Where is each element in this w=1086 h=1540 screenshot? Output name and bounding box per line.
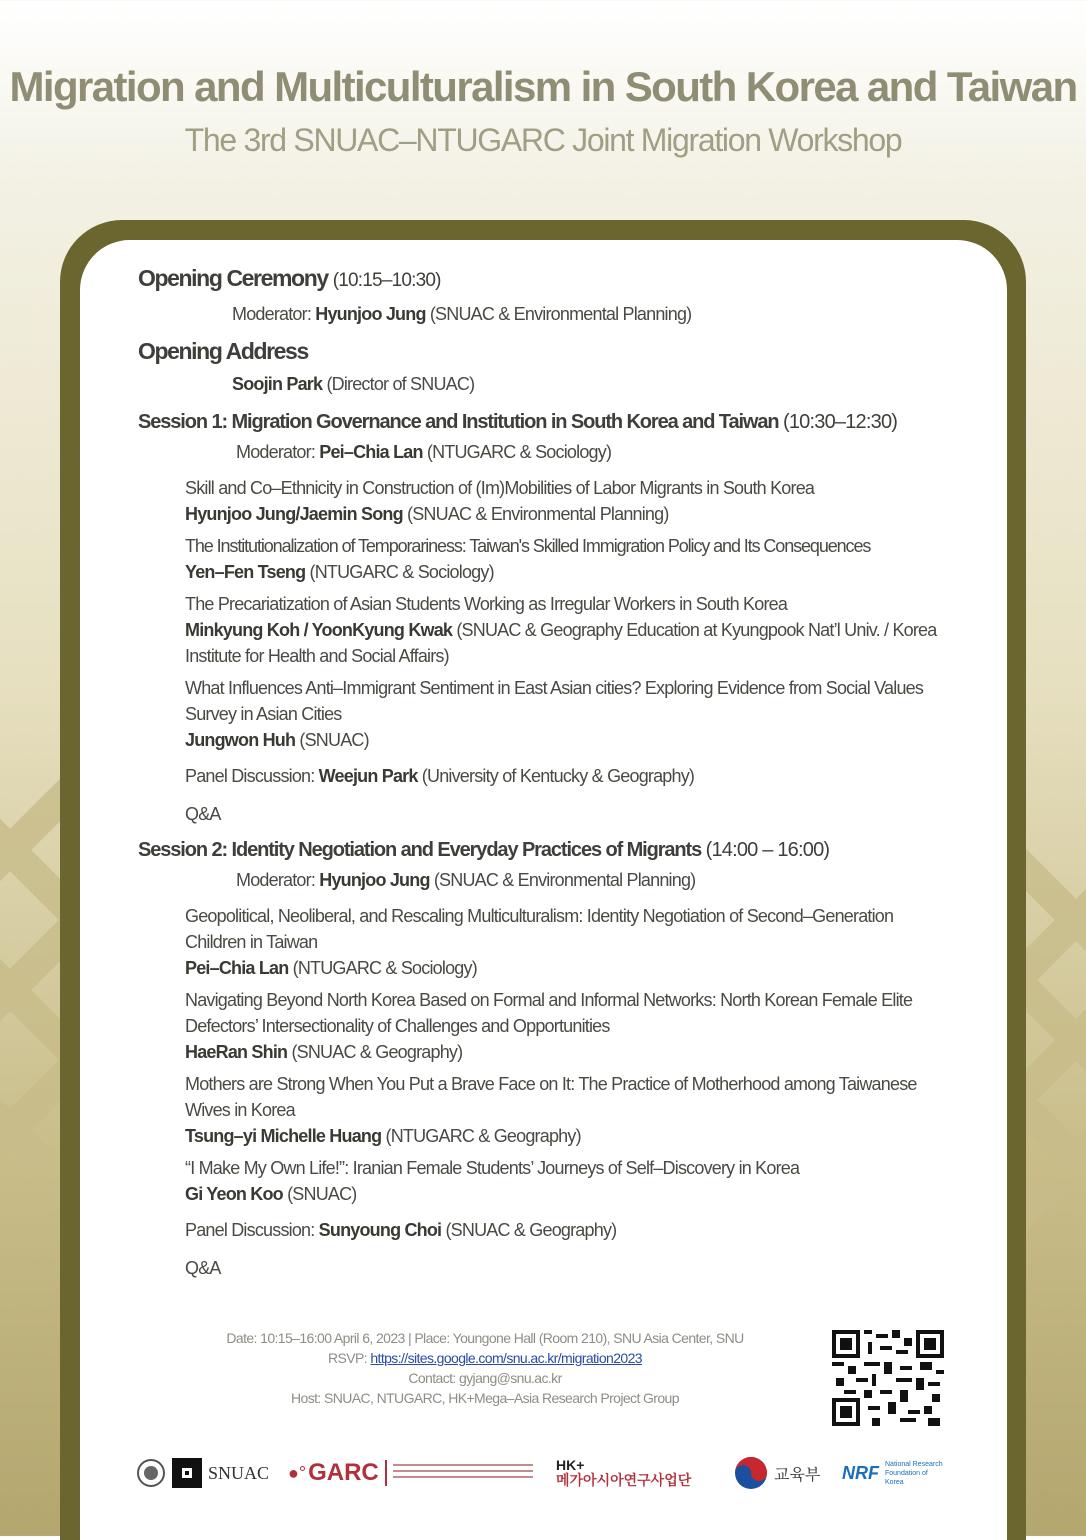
session2-heading: Session 2: Identity Negotiation and Everyday Practices of Migrants (14:00 – 16:00) [138,839,830,861]
paper-title: Geopolitical, Neoliberal, and Rescaling Multiculturalism: Identity Negotiation of Second–Generation Children in Taiwan [185,906,894,952]
paper-title: The Institutionalization of Temporariness: Taiwan's Skilled Immigration Policy and Its Consequences [185,536,871,556]
opening-ceremony-moderator: Moderator: Hyunjoo Jung (SNUAC & Environmental Planning) [232,304,692,324]
garc-subtext-placeholder [393,1464,533,1482]
page-subtitle: The 3rd SNUAC–NTUGARC Joint Migration Workshop [184,122,902,158]
session1-heading: Session 1: Migration Governance and Institution in South Korea and Taiwan (10:30–12:30) [138,411,898,433]
session2-paper [138,1155,958,1207]
garc-dots-icon: ●° [288,1462,307,1483]
paper-title: Skill and Co–Ethnicity in Construction of (Im)Mobilities of Labor Migrants in South Korea [185,478,815,498]
opening-address-speaker: Soojin Park (Director of SNUAC) [232,374,475,394]
rsvp-line: RSVP: https://sites.google.com/snu.ac.kr/migration2023 [328,1350,642,1366]
paper-authors: Yen–Fen Tseng (NTUGARC & Sociology) [185,562,494,582]
paper-authors: Tsung–yi Michelle Huang (NTUGARC & Geography) [185,1126,581,1146]
session2-moderator: Moderator: Hyunjoo Jung (SNUAC & Environmental Planning) [236,870,696,890]
host: Host: SNUAC, NTUGARC, HK+Mega–Asia Research Project Group [291,1390,679,1406]
session2-paper [138,903,958,981]
paper-authors: Pei–Chia Lan (NTUGARC & Sociology) [185,958,477,978]
snu-emblem-icon [136,1458,166,1488]
session2-paper [138,987,958,1065]
paper-authors: HaeRan Shin (SNUAC & Geography) [185,1042,463,1062]
paper-title: “I Make My Own Life!”: Iranian Female Students’ Journeys of Self–Discovery in Korea [185,1158,800,1178]
opening-ceremony-time: (10:15–10:30) [332,270,441,291]
session1-paper [138,475,958,527]
session1-qa: Q&A [185,804,221,824]
rsvp-link[interactable]: https://sites.google.com/snu.ac.kr/migration2023 [370,1350,642,1366]
paper-authors: Hyunjoo Jung/Jaemin Song (SNUAC & Environmental Planning) [185,504,669,524]
qr-code[interactable] [832,1330,944,1426]
session2-panel-discussion: Panel Discussion: Sunyoung Choi (SNUAC & Geography) [185,1220,617,1240]
event-info [160,1328,810,1408]
session1-paper [138,533,958,585]
paper-title: What Influences Anti–Immigrant Sentiment in East Asian cities? Exploring Evidence from Social Values Survey in Asian Cities [185,678,924,724]
hk-mega-asia-logo: HK+ 메가아시아연구사업단 [556,1457,692,1489]
opening-address-heading: Opening Address [138,338,308,364]
moe-logo: 교육부 [734,1450,820,1496]
page-title: Migration and Multiculturalism in South Korea and Taiwan [9,63,1077,110]
sponsor-logos [136,1450,956,1500]
garc-logo: ●° GARC [288,1450,533,1496]
session1-panel-discussion: Panel Discussion: Weejun Park (University of Kentucky & Geography) [185,766,695,786]
date-place: Date: 10:15–16:00 April 6, 2023 | Place: Youngone Hall (Room 210), SNU Asia Center, SNU [226,1330,744,1346]
session2-qa: Q&A [185,1258,221,1278]
contact: Contact: gyjang@snu.ac.kr [408,1370,562,1386]
session1-paper [138,675,958,753]
paper-authors: Minkyung Koh / YoonKyung Kwak (SNUAC & Geography Education at Kyungpook Nat’l Univ. / Korea Institute for Health and Social Affairs) [185,620,937,666]
session2-paper [138,1071,958,1149]
paper-title: Navigating Beyond North Korea Based on Formal and Informal Networks: North Korean Female Elite Defectors’ Intersectionality of Challenges and Opportunities [185,990,913,1036]
paper-title: Mothers are Strong When You Put a Brave Face on It: The Practice of Motherhood among Taiwanese Wives in Korea [185,1074,917,1120]
header [0,62,1086,160]
garc-divider [385,1460,387,1486]
session1-moderator: Moderator: Pei–Chia Lan (NTUGARC & Sociology) [236,442,612,462]
paper-authors: Jungwon Huh (SNUAC) [185,730,369,750]
snuac-logo: SNUAC [136,1450,269,1496]
nrf-logo: NRF National Research Foundation of Korea [842,1460,943,1486]
opening-ceremony-heading: Opening Ceremony (10:15–10:30) [138,265,441,291]
snuac-mark-icon [172,1458,202,1488]
taegeuk-icon [734,1456,768,1490]
paper-authors: Gi Yeon Koo (SNUAC) [185,1184,357,1204]
paper-title: The Precariatization of Asian Students Working as Irregular Workers in South Korea [185,594,788,614]
program [138,262,958,1289]
session1-paper [138,591,958,669]
